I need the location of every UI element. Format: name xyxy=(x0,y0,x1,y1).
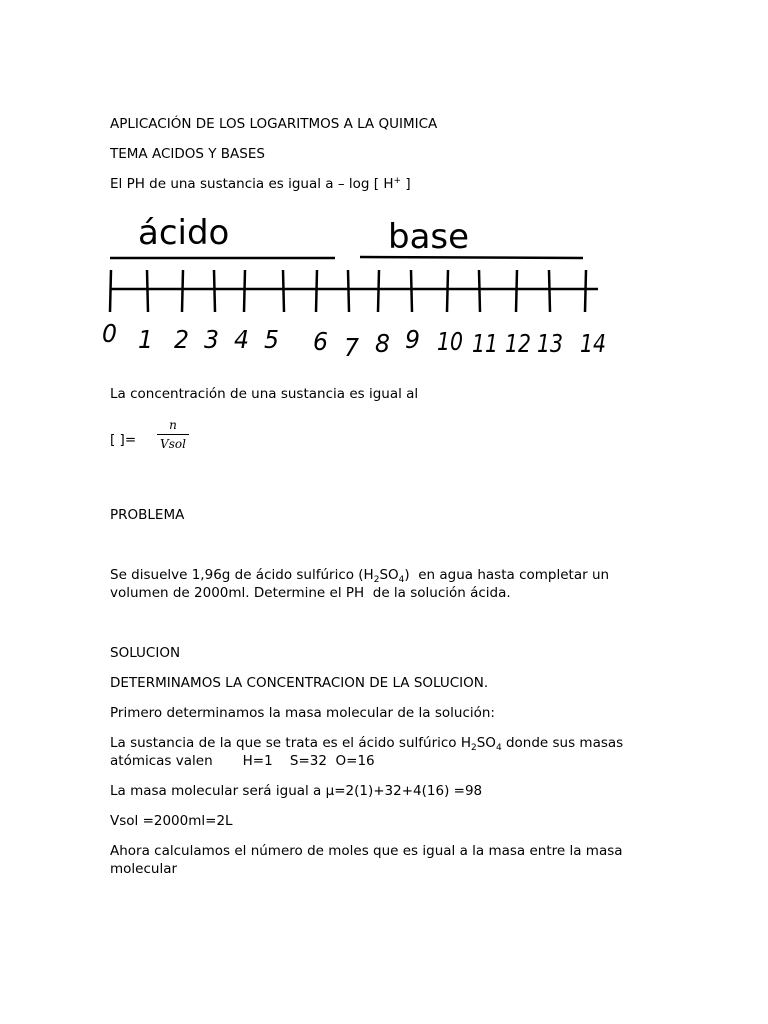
scale-number: 13 xyxy=(537,329,563,358)
topic-line: TEMA ACIDOS Y BASES xyxy=(110,146,265,162)
scale-number: 10 xyxy=(437,327,463,356)
scale-number: 4 xyxy=(234,325,249,354)
ph-definition-end: ] xyxy=(401,176,411,192)
scale-tick xyxy=(316,270,317,312)
step-molecular-mass: Primero determinamos la masa molecular de la solución: xyxy=(110,705,495,721)
problem-text-b: SO xyxy=(379,567,399,583)
formula-brackets: [ ]= xyxy=(110,432,137,448)
ph-definition-text: El PH de una sustancia es igual a – log [ H xyxy=(110,176,394,192)
scale-number: 14 xyxy=(580,329,606,358)
scale-number: 6 xyxy=(313,327,328,356)
scale-number: 5 xyxy=(264,325,279,354)
step3-sub-4: 4 xyxy=(495,743,502,753)
ph-definition xyxy=(110,175,670,193)
scale-tick xyxy=(182,270,183,312)
step3-text-a: La sustancia de la que se trata es el ácido sulfúrico H xyxy=(110,735,471,751)
scale-number: 8 xyxy=(375,329,390,358)
problem-heading: PROBLEMA xyxy=(110,507,185,523)
scale-number: 9 xyxy=(405,325,420,354)
scale-tick xyxy=(244,270,245,312)
scale-tick xyxy=(549,270,550,312)
scale-number: 1 xyxy=(138,325,153,354)
scale-tick xyxy=(110,270,111,312)
problem-sub-2: 2 xyxy=(373,575,380,585)
scale-number: 11 xyxy=(472,329,498,358)
scale-tick xyxy=(411,270,412,312)
step-moles: Ahora calculamos el número de moles que es igual a la masa entre la masa molecular xyxy=(110,843,627,877)
problem-sub-4: 4 xyxy=(398,575,405,585)
problem-text-a: Se disuelve 1,96g de ácido sulfúrico (H xyxy=(110,567,374,583)
step3-text-b: SO xyxy=(476,735,496,751)
problem-statement xyxy=(110,566,670,602)
scale-number: 3 xyxy=(204,325,219,354)
scale-tick xyxy=(516,270,517,312)
scale-tick xyxy=(214,270,215,312)
scale-numbers xyxy=(102,319,606,362)
scale-number: 2 xyxy=(174,325,189,354)
scale-tick xyxy=(479,270,480,312)
solution-heading: SOLUCION xyxy=(110,645,181,661)
scale-number: 7 xyxy=(344,333,360,362)
concentration-line: La concentración de una sustancia es igual al xyxy=(110,386,419,402)
step3-text-c: donde sus masas atómicas valen H=1 S=32 O=16 xyxy=(110,735,628,769)
scale-ticks xyxy=(110,270,586,312)
formula-denominator: Vsol xyxy=(160,437,186,451)
fraction-bar xyxy=(157,434,189,435)
formula-numerator: n xyxy=(169,418,177,432)
scale-tick xyxy=(283,270,284,312)
step3-sub-2: 2 xyxy=(471,743,477,753)
base-underline xyxy=(360,257,583,258)
step-substance xyxy=(110,734,670,770)
document-title: APLICACIÓN DE LOS LOGARITMOS A LA QUIMICA xyxy=(110,116,438,132)
problem-text-c: ) en agua hasta completar un volumen de 2000ml. Determine el PH de la solución ácida. xyxy=(110,567,614,601)
ph-definition-superscript: + xyxy=(393,176,402,186)
scale-tick xyxy=(348,270,349,312)
step-mass-calc: La masa molecular será igual a µ=2(1)+32+4(16) =98 xyxy=(110,783,483,799)
scale-tick xyxy=(147,270,148,312)
scale-tick xyxy=(585,270,586,312)
step-concentration: DETERMINAMOS LA CONCENTRACION DE LA SOLUCION. xyxy=(110,675,489,691)
ph-scale-figure xyxy=(100,210,620,370)
scale-tick xyxy=(447,270,448,312)
base-label: base xyxy=(388,217,470,257)
scale-number: 12 xyxy=(505,329,531,358)
acid-label: ácido xyxy=(138,213,230,253)
scale-number: 0 xyxy=(102,319,117,348)
formula-fraction xyxy=(157,418,189,451)
scale-tick xyxy=(378,270,379,312)
step-volume: Vsol =2000ml=2L xyxy=(110,813,233,829)
